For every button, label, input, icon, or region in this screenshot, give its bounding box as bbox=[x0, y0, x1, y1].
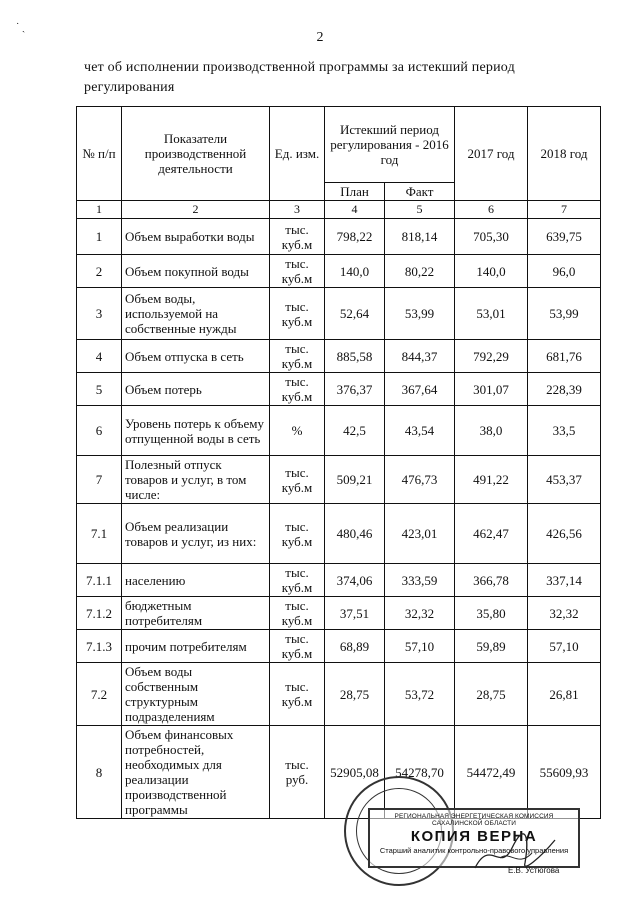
row-2018: 53,99 bbox=[528, 288, 601, 340]
stamp-position: Старший аналитик контрольно-правового управления bbox=[379, 846, 569, 855]
table-row bbox=[77, 373, 601, 406]
row-number: 6 bbox=[77, 406, 122, 456]
row-number: 5 bbox=[77, 373, 122, 406]
table-row bbox=[77, 406, 601, 456]
row-fact: 80,22 bbox=[385, 255, 455, 288]
row-2017: 491,22 bbox=[455, 456, 528, 504]
row-unit: тыс. куб.м bbox=[270, 373, 325, 406]
row-2017: 140,0 bbox=[455, 255, 528, 288]
production-program-table bbox=[76, 106, 601, 819]
row-fact: 53,72 bbox=[385, 663, 455, 726]
header-2017: 2017 год bbox=[455, 107, 528, 201]
row-2017: 462,47 bbox=[455, 504, 528, 564]
header-num: № п/п bbox=[77, 107, 122, 201]
stamp-organization: РЕГИОНАЛЬНАЯ ЭНЕРГЕТИЧЕСКАЯ КОМИССИЯ САХАЛИНСКОЙ ОБЛАСТИ bbox=[394, 813, 554, 827]
row-2017: 59,89 bbox=[455, 630, 528, 663]
row-indicator: Полезный отпуск товаров и услуг, в том числе: bbox=[122, 456, 270, 504]
column-number-row bbox=[77, 201, 601, 219]
row-plan: 28,75 bbox=[325, 663, 385, 726]
row-number: 1 bbox=[77, 219, 122, 255]
row-2018: 639,75 bbox=[528, 219, 601, 255]
row-unit: тыс. куб.м bbox=[270, 219, 325, 255]
row-number: 3 bbox=[77, 288, 122, 340]
row-2017: 792,29 bbox=[455, 340, 528, 373]
row-unit: тыс. куб.м bbox=[270, 597, 325, 630]
row-2018: 96,0 bbox=[528, 255, 601, 288]
document-heading: чет об исполнении производственной программы за истекший период регулирования bbox=[84, 60, 515, 95]
table-row bbox=[77, 504, 601, 564]
col-number: 4 bbox=[325, 201, 385, 219]
row-fact: 57,10 bbox=[385, 630, 455, 663]
row-fact: 333,59 bbox=[385, 564, 455, 597]
row-unit: % bbox=[270, 406, 325, 456]
row-plan: 480,46 bbox=[325, 504, 385, 564]
row-plan: 376,37 bbox=[325, 373, 385, 406]
row-indicator: Объем воды собственным структурным подразделениям bbox=[122, 663, 270, 726]
row-2017: 705,30 bbox=[455, 219, 528, 255]
row-plan: 509,21 bbox=[325, 456, 385, 504]
row-indicator: Объем отпуска в сеть bbox=[122, 340, 270, 373]
row-unit: тыс. куб.м bbox=[270, 630, 325, 663]
row-2018: 26,81 bbox=[528, 663, 601, 726]
header-plan: План bbox=[325, 183, 385, 201]
row-number: 7 bbox=[77, 456, 122, 504]
row-number: 7.2 bbox=[77, 663, 122, 726]
row-plan: 52,64 bbox=[325, 288, 385, 340]
row-2017: 53,01 bbox=[455, 288, 528, 340]
header-fact: Факт bbox=[385, 183, 455, 201]
row-2017: 38,0 bbox=[455, 406, 528, 456]
row-fact: 53,99 bbox=[385, 288, 455, 340]
table-row bbox=[77, 219, 601, 255]
header-2018: 2018 год bbox=[528, 107, 601, 201]
row-indicator: Объем потерь bbox=[122, 373, 270, 406]
header-unit: Ед. изм. bbox=[270, 107, 325, 201]
row-2018: 453,37 bbox=[528, 456, 601, 504]
table-row bbox=[77, 288, 601, 340]
header-indicator: Показатели производственной деятельности bbox=[122, 107, 270, 201]
col-number: 1 bbox=[77, 201, 122, 219]
row-fact: 476,73 bbox=[385, 456, 455, 504]
row-2018: 57,10 bbox=[528, 630, 601, 663]
row-number: 2 bbox=[77, 255, 122, 288]
table-row bbox=[77, 726, 601, 819]
row-plan: 68,89 bbox=[325, 630, 385, 663]
row-plan: 885,58 bbox=[325, 340, 385, 373]
table-row bbox=[77, 663, 601, 726]
row-unit: тыс. куб.м bbox=[270, 456, 325, 504]
row-indicator: бюджетным потребителям bbox=[122, 597, 270, 630]
row-2018: 681,76 bbox=[528, 340, 601, 373]
row-number: 7.1.2 bbox=[77, 597, 122, 630]
row-unit: тыс. куб.м bbox=[270, 255, 325, 288]
row-plan: 374,06 bbox=[325, 564, 385, 597]
row-indicator: Объем выработки воды bbox=[122, 219, 270, 255]
row-plan: 798,22 bbox=[325, 219, 385, 255]
row-indicator: Объем реализации товаров и услуг, из них: bbox=[122, 504, 270, 564]
row-indicator: Объем покупной воды bbox=[122, 255, 270, 288]
row-fact: 54278,70 bbox=[385, 726, 455, 819]
row-2018: 55609,93 bbox=[528, 726, 601, 819]
row-2017: 35,80 bbox=[455, 597, 528, 630]
row-2018: 33,5 bbox=[528, 406, 601, 456]
row-unit: тыс. куб.м bbox=[270, 288, 325, 340]
table-row bbox=[77, 564, 601, 597]
row-2018: 337,14 bbox=[528, 564, 601, 597]
page-number: 2 bbox=[316, 30, 324, 45]
col-number: 6 bbox=[455, 201, 528, 219]
row-fact: 32,32 bbox=[385, 597, 455, 630]
row-fact: 423,01 bbox=[385, 504, 455, 564]
stamp-signer-name: Е.В. Устюгова bbox=[508, 866, 560, 875]
row-indicator: населению bbox=[122, 564, 270, 597]
table-row bbox=[77, 630, 601, 663]
row-2017: 366,78 bbox=[455, 564, 528, 597]
col-number: 7 bbox=[528, 201, 601, 219]
row-plan: 42,5 bbox=[325, 406, 385, 456]
table-row bbox=[77, 597, 601, 630]
row-plan: 52905,08 bbox=[325, 726, 385, 819]
table-row bbox=[77, 456, 601, 504]
col-number: 3 bbox=[270, 201, 325, 219]
row-unit: тыс. куб.м bbox=[270, 340, 325, 373]
row-fact: 367,64 bbox=[385, 373, 455, 406]
stamp-title: КОПИЯ ВЕРНА bbox=[410, 828, 538, 845]
row-2018: 228,39 bbox=[528, 373, 601, 406]
row-2018: 32,32 bbox=[528, 597, 601, 630]
table-row bbox=[77, 340, 601, 373]
row-number: 4 bbox=[77, 340, 122, 373]
row-fact: 818,14 bbox=[385, 219, 455, 255]
col-number: 2 bbox=[122, 201, 270, 219]
table-row bbox=[77, 255, 601, 288]
col-number: 5 bbox=[385, 201, 455, 219]
row-unit: тыс. куб.м bbox=[270, 564, 325, 597]
header-period: Истекший период регулирования - 2016 год bbox=[325, 107, 455, 183]
scan-mark: ˙ ˎ bbox=[16, 22, 26, 33]
row-number: 7.1 bbox=[77, 504, 122, 564]
row-2018: 426,56 bbox=[528, 504, 601, 564]
row-number: 7.1.3 bbox=[77, 630, 122, 663]
row-fact: 43,54 bbox=[385, 406, 455, 456]
row-plan: 140,0 bbox=[325, 255, 385, 288]
row-number: 7.1.1 bbox=[77, 564, 122, 597]
row-number: 8 bbox=[77, 726, 122, 819]
row-2017: 28,75 bbox=[455, 663, 528, 726]
row-fact: 844,37 bbox=[385, 340, 455, 373]
row-unit: тыс. руб. bbox=[270, 726, 325, 819]
row-indicator: Уровень потерь к объему отпущенной воды в сеть bbox=[122, 406, 270, 456]
row-2017: 301,07 bbox=[455, 373, 528, 406]
row-indicator: прочим потребителям bbox=[122, 630, 270, 663]
row-indicator: Объем воды, используемой на собственные нужды bbox=[122, 288, 270, 340]
row-2017: 54472,49 bbox=[455, 726, 528, 819]
row-unit: тыс. куб.м bbox=[270, 663, 325, 726]
row-indicator: Объем финансовых потребностей, необходимых для реализации производственной программы bbox=[122, 726, 270, 819]
row-unit: тыс. куб.м bbox=[270, 504, 325, 564]
row-plan: 37,51 bbox=[325, 597, 385, 630]
